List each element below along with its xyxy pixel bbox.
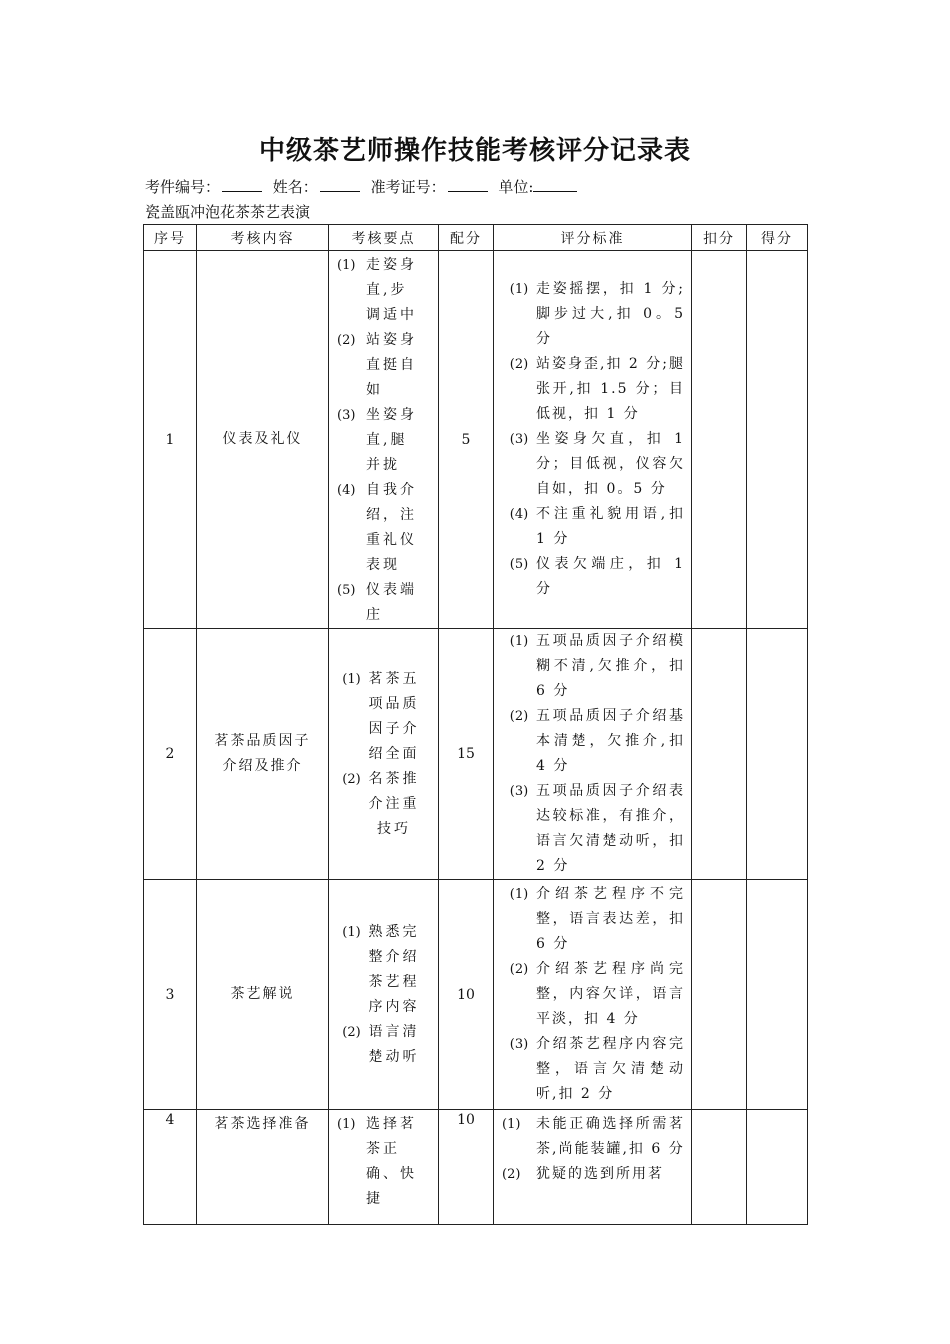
standard-item bbox=[494, 1032, 691, 1107]
row-standard bbox=[494, 1110, 692, 1225]
table-header-row bbox=[144, 225, 808, 251]
item-num: (3) bbox=[509, 784, 529, 799]
key-point-item bbox=[329, 328, 438, 403]
standard-item bbox=[494, 779, 691, 879]
performance-subtitle: 瓷盖瓯冲泡花茶茶艺表演 bbox=[145, 203, 311, 221]
ticket-label: 准考证号： bbox=[370, 178, 446, 196]
row-standard bbox=[494, 251, 692, 629]
standard-item bbox=[494, 277, 691, 352]
row-content-text: 茶艺解说 bbox=[230, 986, 295, 1002]
row-points: 5 bbox=[439, 251, 494, 629]
row-no: 4 bbox=[144, 1110, 197, 1225]
item-num: (1) bbox=[337, 1117, 356, 1132]
item-text: 犹疑的选到所用茗 bbox=[536, 1166, 664, 1182]
row-key-points bbox=[329, 251, 439, 629]
table-row bbox=[144, 880, 808, 1110]
row-content bbox=[197, 251, 329, 629]
row-deduct-cell[interactable] bbox=[692, 251, 747, 629]
item-num: (3) bbox=[509, 432, 529, 447]
row-content-text: 茗茶品质因子介绍及推介 bbox=[214, 733, 311, 774]
item-text: 五项品质因子介绍模糊不清,欠推介，扣 6 分 bbox=[536, 633, 685, 699]
row-content bbox=[197, 1110, 329, 1225]
score-table bbox=[143, 224, 808, 1225]
item-num: (2) bbox=[337, 333, 356, 348]
item-text: 未能正确选择所需茗茶,尚能装罐,扣 6 分 bbox=[536, 1116, 685, 1157]
item-text: 名茶推介注重技巧 bbox=[368, 770, 420, 837]
standard-item bbox=[494, 704, 691, 779]
item-text: 介绍茶艺程序不完整，语言表达差，扣 6 分 bbox=[536, 886, 685, 952]
item-num: (1) bbox=[502, 1117, 521, 1132]
row-deduct-cell[interactable] bbox=[692, 1110, 747, 1225]
row-deduct-cell[interactable] bbox=[692, 880, 747, 1110]
standard-item bbox=[494, 1112, 691, 1162]
row-content-text: 仪表及礼仪 bbox=[222, 431, 303, 447]
table-row bbox=[144, 251, 808, 629]
standard-item bbox=[494, 352, 691, 427]
row-no: 3 bbox=[144, 880, 197, 1110]
standard-item bbox=[494, 882, 691, 957]
item-num: (1) bbox=[342, 671, 361, 687]
key-point-item bbox=[329, 403, 438, 478]
item-num: (1) bbox=[509, 282, 529, 297]
header-score: 得分 bbox=[747, 225, 808, 251]
item-text: 走姿摇摆，扣 1 分;脚步过大,扣 0。5 分 bbox=[536, 281, 685, 347]
item-num: (3) bbox=[509, 1037, 529, 1052]
unit-label: 单位: bbox=[498, 178, 534, 196]
row-standard bbox=[494, 629, 692, 880]
key-point-item bbox=[329, 578, 438, 628]
key-point-item bbox=[329, 478, 438, 578]
item-num: (5) bbox=[337, 583, 356, 598]
header-no: 序号 bbox=[144, 225, 197, 251]
standard-item bbox=[494, 502, 691, 552]
row-content bbox=[197, 880, 329, 1110]
row-content-text: 茗茶选择准备 bbox=[214, 1116, 311, 1132]
row-deduct-cell[interactable] bbox=[692, 629, 747, 880]
row-score-cell[interactable] bbox=[747, 880, 808, 1110]
header-key-points: 考核要点 bbox=[329, 225, 439, 251]
item-num: (4) bbox=[337, 483, 356, 498]
row-no: 1 bbox=[144, 251, 197, 629]
row-key-points bbox=[329, 629, 439, 880]
item-num: (1) bbox=[509, 634, 529, 649]
standard-item bbox=[494, 427, 691, 502]
row-points: 10 bbox=[439, 1110, 494, 1225]
item-text: 站姿身歪,扣 2 分;腿张开,扣 1.5 分；目低视，扣 1 分 bbox=[536, 356, 685, 422]
item-text: 仪表端庄 bbox=[366, 582, 417, 623]
row-score-cell[interactable] bbox=[747, 251, 808, 629]
item-num: (4) bbox=[509, 507, 529, 522]
header-points: 配分 bbox=[439, 225, 494, 251]
header-content: 考核内容 bbox=[197, 225, 329, 251]
item-num: (5) bbox=[509, 557, 529, 572]
item-num: (1) bbox=[509, 887, 529, 902]
name-label: 姓名： bbox=[272, 178, 318, 196]
key-point-item bbox=[329, 1112, 438, 1212]
row-key-points bbox=[329, 1110, 439, 1225]
header-standard: 评分标准 bbox=[494, 225, 692, 251]
item-text: 茗茶五项品质因子介绍全面 bbox=[368, 670, 420, 762]
item-num: (3) bbox=[337, 408, 356, 423]
name-blank[interactable] bbox=[320, 177, 360, 192]
key-point-item bbox=[329, 920, 438, 1020]
item-num: (2) bbox=[509, 962, 529, 977]
row-score-cell[interactable] bbox=[747, 1110, 808, 1225]
standard-item bbox=[494, 957, 691, 1032]
standard-item bbox=[494, 629, 691, 704]
item-text: 五项品质因子介绍表达较标准，有推介，语言欠清楚动听，扣 2 分 bbox=[536, 783, 685, 874]
standard-item bbox=[494, 552, 691, 602]
item-num: (1) bbox=[337, 258, 356, 273]
exam-info-line bbox=[145, 176, 583, 197]
key-point-item bbox=[329, 1020, 438, 1070]
item-text: 熟悉完整介绍茶艺程序内容 bbox=[368, 923, 420, 1015]
item-num: (2) bbox=[509, 709, 529, 724]
row-no: 2 bbox=[144, 629, 197, 880]
item-text: 坐姿身直,腿并拢 bbox=[366, 407, 417, 473]
item-text: 坐姿身欠直，扣 1 分；目低视，仪容欠自如，扣 0。5 分 bbox=[536, 431, 685, 497]
item-text: 介绍茶艺程序尚完整，内容欠详，语言平淡，扣 4 分 bbox=[536, 961, 685, 1027]
item-text: 站姿身直挺自如 bbox=[366, 332, 417, 398]
table-row bbox=[144, 629, 808, 880]
exam-id-label: 考件编号： bbox=[145, 178, 221, 196]
key-point-item bbox=[329, 767, 438, 842]
item-num: (2) bbox=[342, 771, 361, 787]
item-text: 仪表欠端庄，扣 1 分 bbox=[536, 556, 685, 597]
table-row bbox=[144, 1110, 808, 1225]
item-text: 选择茗茶正确、快捷 bbox=[366, 1116, 417, 1207]
row-key-points bbox=[329, 880, 439, 1110]
key-point-item bbox=[329, 253, 438, 328]
item-text: 自我介绍，注重礼仪表现 bbox=[366, 482, 417, 573]
item-text: 语言清楚动听 bbox=[368, 1023, 420, 1065]
item-num: (2) bbox=[502, 1167, 521, 1182]
exam-id-blank[interactable] bbox=[222, 177, 262, 192]
item-text: 五项品质因子介绍基本清楚，欠推介,扣 4 分 bbox=[536, 708, 685, 774]
item-text: 走姿身直,步调适中 bbox=[366, 257, 417, 323]
unit-blank[interactable] bbox=[533, 177, 577, 192]
row-points: 15 bbox=[439, 629, 494, 880]
item-num: (1) bbox=[342, 924, 361, 940]
header-deduct: 扣分 bbox=[692, 225, 747, 251]
item-num: (2) bbox=[342, 1024, 361, 1040]
ticket-blank[interactable] bbox=[448, 177, 488, 192]
standard-item bbox=[494, 1162, 691, 1187]
row-points: 10 bbox=[439, 880, 494, 1110]
row-score-cell[interactable] bbox=[747, 629, 808, 880]
item-text: 介绍茶艺程序内容完整，语言欠清楚动听,扣 2 分 bbox=[536, 1036, 685, 1102]
item-text: 不注重礼貌用语,扣 1 分 bbox=[536, 506, 685, 547]
row-content bbox=[197, 629, 329, 880]
row-standard bbox=[494, 880, 692, 1110]
key-point-item bbox=[329, 667, 438, 767]
page-title: 中级茶艺师操作技能考核评分记录表 bbox=[258, 136, 691, 166]
item-num: (2) bbox=[509, 357, 529, 372]
